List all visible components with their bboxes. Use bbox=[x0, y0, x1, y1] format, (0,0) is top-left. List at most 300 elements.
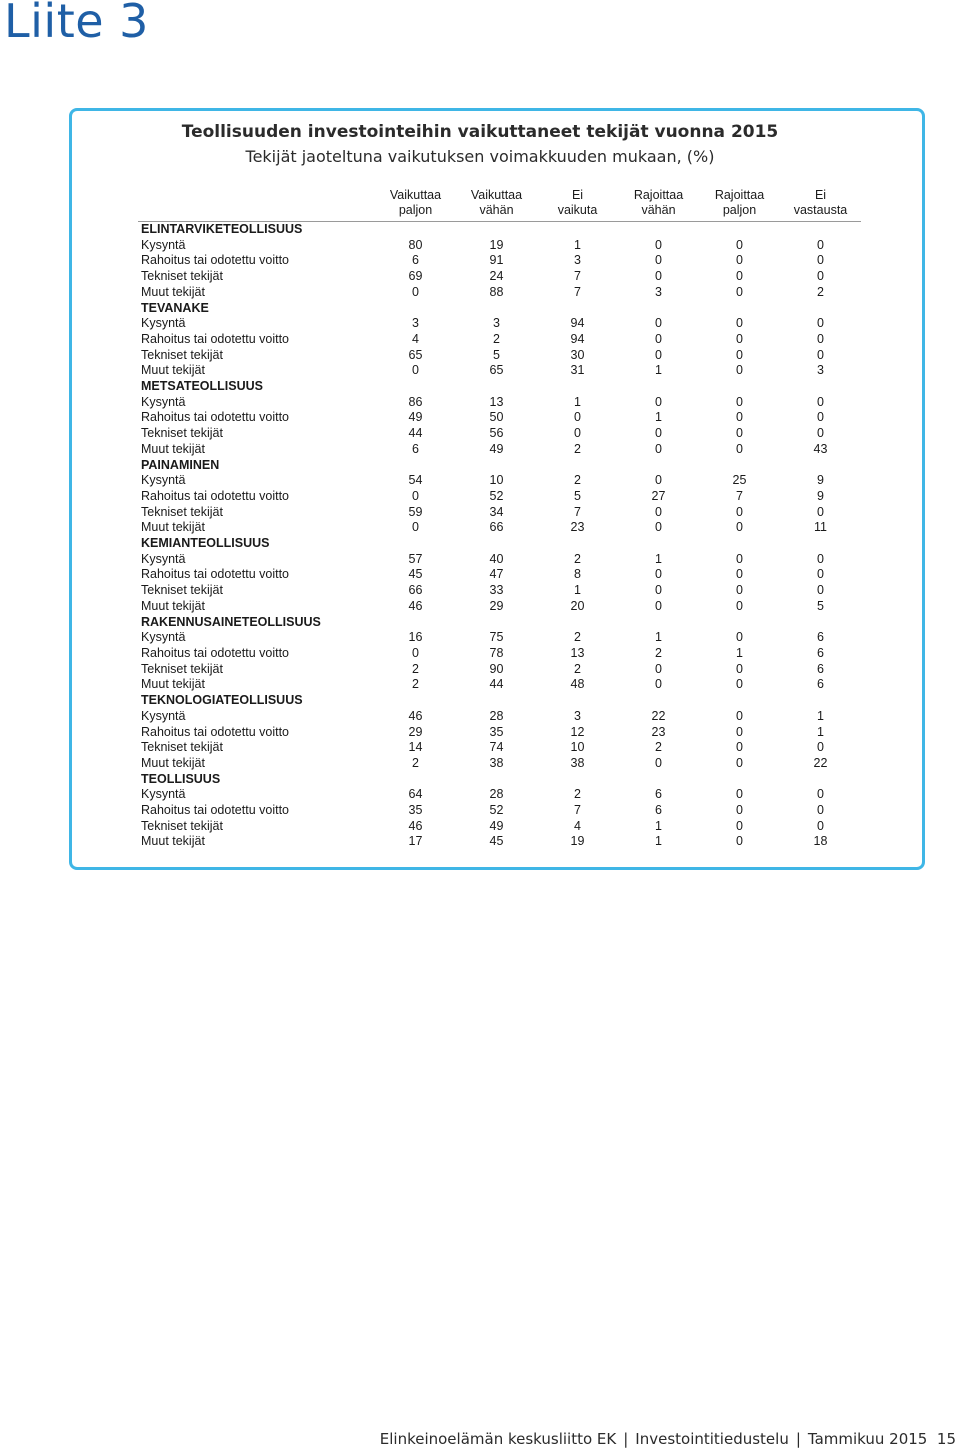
value-cell: 44 bbox=[489, 677, 504, 692]
value-cell: 0 bbox=[736, 426, 743, 441]
value-cell: 91 bbox=[489, 253, 504, 268]
value-cell: 18 bbox=[813, 834, 828, 849]
value-cell: 4 bbox=[574, 818, 581, 833]
value-cell: 2 bbox=[817, 284, 824, 299]
value-cell: 6 bbox=[655, 803, 662, 818]
page-heading: Liite 3 bbox=[4, 0, 149, 48]
table-row bbox=[138, 348, 861, 364]
value-cell: 35 bbox=[489, 724, 504, 739]
value-cell: 0 bbox=[736, 410, 743, 425]
value-cell: 78 bbox=[489, 645, 504, 660]
value-cell: 8 bbox=[574, 567, 581, 582]
value-cell: 0 bbox=[655, 598, 662, 613]
value-cell: 7 bbox=[574, 803, 581, 818]
value-cell: 1 bbox=[574, 394, 581, 409]
table-row bbox=[138, 567, 861, 583]
value-cell: 0 bbox=[817, 410, 824, 425]
table-row bbox=[138, 725, 861, 741]
value-cell: 38 bbox=[570, 755, 585, 770]
section-header-row bbox=[138, 379, 861, 395]
value-cell: 7 bbox=[574, 269, 581, 284]
value-cell: 0 bbox=[655, 677, 662, 692]
value-cell: 2 bbox=[655, 645, 662, 660]
table-row bbox=[138, 253, 861, 269]
page-footer bbox=[380, 1430, 956, 1448]
footer-date: Tammikuu 2015 bbox=[807, 1430, 928, 1448]
value-cell: 0 bbox=[655, 394, 662, 409]
header-vaikuttaa-vahan bbox=[456, 188, 537, 222]
header-vaikuttaa-paljon bbox=[375, 188, 456, 222]
value-cell: 2 bbox=[574, 473, 581, 488]
value-cell: 0 bbox=[736, 724, 743, 739]
value-cell: 20 bbox=[570, 598, 585, 613]
header-line: vähän bbox=[641, 203, 676, 217]
row-label: Muut tekijät bbox=[141, 284, 205, 299]
row-label: Tekniset tekijät bbox=[141, 740, 223, 755]
value-cell: 16 bbox=[408, 630, 423, 645]
value-cell: 0 bbox=[817, 269, 824, 284]
value-cell: 0 bbox=[736, 504, 743, 519]
header-label-column bbox=[138, 188, 375, 222]
value-cell: 0 bbox=[574, 410, 581, 425]
value-cell: 43 bbox=[813, 441, 828, 456]
value-cell: 0 bbox=[736, 818, 743, 833]
header-line: Vaikuttaa bbox=[389, 188, 442, 202]
value-cell: 13 bbox=[489, 394, 504, 409]
value-cell: 49 bbox=[489, 441, 504, 456]
value-cell: 57 bbox=[408, 551, 423, 566]
table-row bbox=[138, 285, 861, 301]
value-cell: 90 bbox=[489, 661, 504, 676]
row-label: Kysyntä bbox=[141, 630, 186, 645]
table-row bbox=[138, 505, 861, 521]
value-cell: 28 bbox=[489, 708, 504, 723]
value-cell: 0 bbox=[817, 551, 824, 566]
row-label: Kysyntä bbox=[141, 316, 186, 331]
value-cell: 6 bbox=[817, 645, 824, 660]
value-cell: 7 bbox=[736, 488, 743, 503]
header-rajoittaa-vahan bbox=[618, 188, 699, 222]
table-row bbox=[138, 583, 861, 599]
value-cell: 25 bbox=[732, 473, 747, 488]
row-label: Kysyntä bbox=[141, 237, 186, 252]
factors-table bbox=[138, 188, 861, 850]
header-line: vastausta bbox=[793, 203, 848, 217]
row-label: Muut tekijät bbox=[141, 677, 205, 692]
value-cell: 6 bbox=[817, 661, 824, 676]
value-cell: 6 bbox=[655, 787, 662, 802]
value-cell: 0 bbox=[817, 740, 824, 755]
table-row bbox=[138, 426, 861, 442]
header-ei-vastausta bbox=[780, 188, 861, 222]
value-cell: 0 bbox=[412, 520, 419, 535]
value-cell: 2 bbox=[574, 787, 581, 802]
value-cell: 9 bbox=[817, 488, 824, 503]
value-cell: 38 bbox=[489, 755, 504, 770]
value-cell: 0 bbox=[817, 567, 824, 582]
table-row bbox=[138, 473, 861, 489]
value-cell: 0 bbox=[736, 755, 743, 770]
row-label: Muut tekijät bbox=[141, 598, 205, 613]
value-cell: 46 bbox=[408, 818, 423, 833]
row-label: Rahoitus tai odotettu voitto bbox=[141, 724, 290, 739]
table-row bbox=[138, 740, 861, 756]
value-cell: 24 bbox=[489, 269, 504, 284]
value-cell: 1 bbox=[817, 724, 824, 739]
value-cell: 69 bbox=[408, 269, 423, 284]
value-cell: 3 bbox=[655, 284, 662, 299]
value-cell: 0 bbox=[736, 567, 743, 582]
value-cell: 0 bbox=[736, 363, 743, 378]
value-cell: 22 bbox=[813, 755, 828, 770]
value-cell: 0 bbox=[817, 316, 824, 331]
value-cell: 1 bbox=[574, 237, 581, 252]
value-cell: 54 bbox=[408, 473, 423, 488]
value-cell: 2 bbox=[574, 630, 581, 645]
value-cell: 31 bbox=[570, 363, 585, 378]
footer-separator: | bbox=[795, 1430, 801, 1448]
value-cell: 0 bbox=[736, 316, 743, 331]
header-rajoittaa-paljon bbox=[699, 188, 780, 222]
value-cell: 3 bbox=[574, 708, 581, 723]
value-cell: 0 bbox=[736, 269, 743, 284]
value-cell: 0 bbox=[817, 504, 824, 519]
value-cell: 0 bbox=[736, 347, 743, 362]
header-line: Vaikuttaa bbox=[470, 188, 523, 202]
table-row bbox=[138, 787, 861, 803]
table-row bbox=[138, 646, 861, 662]
row-label: Tekniset tekijät bbox=[141, 583, 223, 598]
value-cell: 0 bbox=[817, 394, 824, 409]
table-row bbox=[138, 442, 861, 458]
value-cell: 27 bbox=[651, 488, 666, 503]
value-cell: 0 bbox=[655, 504, 662, 519]
value-cell: 0 bbox=[817, 803, 824, 818]
row-label: Muut tekijät bbox=[141, 834, 205, 849]
table-row bbox=[138, 677, 861, 693]
row-label: Rahoitus tai odotettu voitto bbox=[141, 803, 290, 818]
section-name: TEOLLISUUS bbox=[141, 771, 221, 786]
value-cell: 0 bbox=[412, 645, 419, 660]
value-cell: 2 bbox=[574, 661, 581, 676]
table-row bbox=[138, 819, 861, 835]
value-cell: 2 bbox=[655, 740, 662, 755]
value-cell: 0 bbox=[736, 787, 743, 802]
value-cell: 0 bbox=[655, 755, 662, 770]
value-cell: 75 bbox=[489, 630, 504, 645]
value-cell: 1 bbox=[574, 583, 581, 598]
row-label: Muut tekijät bbox=[141, 363, 205, 378]
value-cell: 0 bbox=[817, 426, 824, 441]
value-cell: 40 bbox=[489, 551, 504, 566]
value-cell: 0 bbox=[655, 331, 662, 346]
section-header-row bbox=[138, 458, 861, 474]
value-cell: 1 bbox=[655, 834, 662, 849]
section-header-row bbox=[138, 536, 861, 552]
row-label: Rahoitus tai odotettu voitto bbox=[141, 410, 290, 425]
table-row bbox=[138, 803, 861, 819]
value-cell: 6 bbox=[412, 253, 419, 268]
section-name: TEKNOLOGIATEOLLISUUS bbox=[141, 693, 303, 708]
value-cell: 35 bbox=[408, 803, 423, 818]
value-cell: 0 bbox=[736, 583, 743, 598]
value-cell: 0 bbox=[655, 583, 662, 598]
value-cell: 0 bbox=[736, 551, 743, 566]
value-cell: 0 bbox=[736, 331, 743, 346]
value-cell: 0 bbox=[817, 237, 824, 252]
table-header-row bbox=[138, 188, 861, 222]
row-label: Tekniset tekijät bbox=[141, 818, 223, 833]
table-row bbox=[138, 363, 861, 379]
header-line: vaikuta bbox=[557, 203, 598, 217]
value-cell: 0 bbox=[817, 347, 824, 362]
value-cell: 94 bbox=[570, 331, 585, 346]
section-name: PAINAMINEN bbox=[141, 457, 220, 472]
footer-page-number: 15 bbox=[936, 1430, 956, 1448]
row-label: Tekniset tekijät bbox=[141, 269, 223, 284]
value-cell: 0 bbox=[736, 284, 743, 299]
value-cell: 2 bbox=[574, 551, 581, 566]
value-cell: 0 bbox=[736, 803, 743, 818]
row-label: Muut tekijät bbox=[141, 520, 205, 535]
value-cell: 1 bbox=[655, 818, 662, 833]
value-cell: 80 bbox=[408, 237, 423, 252]
value-cell: 0 bbox=[817, 331, 824, 346]
value-cell: 64 bbox=[408, 787, 423, 802]
value-cell: 0 bbox=[655, 661, 662, 676]
value-cell: 1 bbox=[655, 551, 662, 566]
table-row bbox=[138, 834, 861, 850]
section-header-row bbox=[138, 693, 861, 709]
value-cell: 0 bbox=[655, 253, 662, 268]
row-label: Tekniset tekijät bbox=[141, 347, 223, 362]
section-header-row bbox=[138, 301, 861, 317]
value-cell: 0 bbox=[655, 347, 662, 362]
value-cell: 29 bbox=[408, 724, 423, 739]
value-cell: 5 bbox=[493, 347, 500, 362]
table-row bbox=[138, 599, 861, 615]
value-cell: 0 bbox=[736, 834, 743, 849]
value-cell: 9 bbox=[817, 473, 824, 488]
value-cell: 0 bbox=[412, 363, 419, 378]
section-header-row bbox=[138, 772, 861, 788]
value-cell: 0 bbox=[817, 818, 824, 833]
value-cell: 59 bbox=[408, 504, 423, 519]
value-cell: 0 bbox=[736, 661, 743, 676]
value-cell: 23 bbox=[570, 520, 585, 535]
value-cell: 1 bbox=[736, 645, 743, 660]
value-cell: 33 bbox=[489, 583, 504, 598]
value-cell: 2 bbox=[412, 755, 419, 770]
value-cell: 0 bbox=[736, 441, 743, 456]
row-label: Rahoitus tai odotettu voitto bbox=[141, 253, 290, 268]
table-row bbox=[138, 552, 861, 568]
value-cell: 0 bbox=[817, 787, 824, 802]
value-cell: 3 bbox=[412, 316, 419, 331]
row-label: Kysyntä bbox=[141, 473, 186, 488]
value-cell: 65 bbox=[408, 347, 423, 362]
value-cell: 2 bbox=[412, 661, 419, 676]
value-cell: 50 bbox=[489, 410, 504, 425]
value-cell: 0 bbox=[817, 253, 824, 268]
value-cell: 3 bbox=[493, 316, 500, 331]
row-label: Kysyntä bbox=[141, 787, 186, 802]
header-line: vähän bbox=[479, 203, 514, 217]
header-line: Rajoittaa bbox=[714, 188, 765, 202]
value-cell: 48 bbox=[570, 677, 585, 692]
row-label: Rahoitus tai odotettu voitto bbox=[141, 488, 290, 503]
row-label: Rahoitus tai odotettu voitto bbox=[141, 645, 290, 660]
row-label: Tekniset tekijät bbox=[141, 426, 223, 441]
value-cell: 17 bbox=[408, 834, 423, 849]
value-cell: 0 bbox=[736, 708, 743, 723]
value-cell: 5 bbox=[817, 598, 824, 613]
value-cell: 19 bbox=[489, 237, 504, 252]
value-cell: 0 bbox=[655, 441, 662, 456]
row-label: Tekniset tekijät bbox=[141, 661, 223, 676]
value-cell: 0 bbox=[736, 394, 743, 409]
value-cell: 45 bbox=[489, 834, 504, 849]
header-line: Ei bbox=[814, 188, 827, 202]
value-cell: 28 bbox=[489, 787, 504, 802]
value-cell: 65 bbox=[489, 363, 504, 378]
table-row bbox=[138, 520, 861, 536]
value-cell: 49 bbox=[489, 818, 504, 833]
section-name: ELINTARVIKETEOLLISUUS bbox=[141, 222, 303, 236]
value-cell: 0 bbox=[736, 237, 743, 252]
value-cell: 0 bbox=[736, 740, 743, 755]
row-label: Rahoitus tai odotettu voitto bbox=[141, 567, 290, 582]
value-cell: 1 bbox=[817, 708, 824, 723]
row-label: Rahoitus tai odotettu voitto bbox=[141, 331, 290, 346]
table-row bbox=[138, 238, 861, 254]
section-name: RAKENNUSAINETEOLLISUUS bbox=[141, 614, 321, 629]
value-cell: 66 bbox=[489, 520, 504, 535]
value-cell: 94 bbox=[570, 316, 585, 331]
value-cell: 30 bbox=[570, 347, 585, 362]
table-body bbox=[138, 222, 861, 851]
value-cell: 46 bbox=[408, 598, 423, 613]
value-cell: 56 bbox=[489, 426, 504, 441]
table-title: Teollisuuden investointeihin vaikuttaneet tekijät vuonna 2015 bbox=[181, 122, 779, 142]
value-cell: 0 bbox=[655, 269, 662, 284]
value-cell: 19 bbox=[570, 834, 585, 849]
table-row bbox=[138, 395, 861, 411]
value-cell: 49 bbox=[408, 410, 423, 425]
table-row bbox=[138, 410, 861, 426]
row-label: Kysyntä bbox=[141, 708, 186, 723]
row-label: Kysyntä bbox=[141, 394, 186, 409]
value-cell: 66 bbox=[408, 583, 423, 598]
header-line: paljon bbox=[722, 203, 757, 217]
table-row bbox=[138, 332, 861, 348]
value-cell: 0 bbox=[655, 567, 662, 582]
value-cell: 52 bbox=[489, 803, 504, 818]
value-cell: 1 bbox=[655, 630, 662, 645]
footer-report: Investointitiedustelu bbox=[635, 1430, 789, 1448]
value-cell: 6 bbox=[412, 441, 419, 456]
table-row bbox=[138, 709, 861, 725]
value-cell: 3 bbox=[574, 253, 581, 268]
value-cell: 0 bbox=[655, 316, 662, 331]
value-cell: 45 bbox=[408, 567, 423, 582]
value-cell: 74 bbox=[489, 740, 504, 755]
value-cell: 12 bbox=[570, 724, 585, 739]
section-header-row bbox=[138, 222, 861, 238]
table-row bbox=[138, 756, 861, 772]
value-cell: 6 bbox=[817, 630, 824, 645]
value-cell: 7 bbox=[574, 504, 581, 519]
table-subtitle: Tekijät jaoteltuna vaikutuksen voimakkuuden mukaan, (%) bbox=[245, 147, 715, 166]
value-cell: 22 bbox=[651, 708, 666, 723]
value-cell: 23 bbox=[651, 724, 666, 739]
value-cell: 0 bbox=[736, 253, 743, 268]
value-cell: 4 bbox=[412, 331, 419, 346]
value-cell: 2 bbox=[574, 441, 581, 456]
value-cell: 2 bbox=[493, 331, 500, 346]
value-cell: 1 bbox=[655, 410, 662, 425]
value-cell: 44 bbox=[408, 426, 423, 441]
value-cell: 5 bbox=[574, 488, 581, 503]
value-cell: 7 bbox=[574, 284, 581, 299]
value-cell: 10 bbox=[489, 473, 504, 488]
value-cell: 86 bbox=[408, 394, 423, 409]
value-cell: 0 bbox=[736, 677, 743, 692]
value-cell: 88 bbox=[489, 284, 504, 299]
value-cell: 0 bbox=[817, 583, 824, 598]
value-cell: 29 bbox=[489, 598, 504, 613]
value-cell: 0 bbox=[412, 488, 419, 503]
section-header-row bbox=[138, 615, 861, 631]
row-label: Muut tekijät bbox=[141, 755, 205, 770]
value-cell: 0 bbox=[736, 520, 743, 535]
value-cell: 13 bbox=[570, 645, 585, 660]
table-row bbox=[138, 630, 861, 646]
value-cell: 0 bbox=[574, 426, 581, 441]
value-cell: 0 bbox=[655, 426, 662, 441]
header-line: Rajoittaa bbox=[633, 188, 684, 202]
value-cell: 0 bbox=[736, 630, 743, 645]
value-cell: 0 bbox=[412, 284, 419, 299]
value-cell: 46 bbox=[408, 708, 423, 723]
header-ei-vaikuta bbox=[537, 188, 618, 222]
header-line: Ei bbox=[571, 188, 584, 202]
value-cell: 6 bbox=[817, 677, 824, 692]
value-cell: 1 bbox=[655, 363, 662, 378]
section-name: KEMIANTEOLLISUUS bbox=[141, 536, 270, 551]
value-cell: 14 bbox=[408, 740, 423, 755]
table-row bbox=[138, 316, 861, 332]
value-cell: 0 bbox=[655, 520, 662, 535]
section-name: TEVANAKE bbox=[141, 300, 209, 315]
table-row bbox=[138, 269, 861, 285]
value-cell: 2 bbox=[412, 677, 419, 692]
section-name: METSATEOLLISUUS bbox=[141, 379, 263, 394]
value-cell: 52 bbox=[489, 488, 504, 503]
row-label: Muut tekijät bbox=[141, 441, 205, 456]
value-cell: 34 bbox=[489, 504, 504, 519]
value-cell: 47 bbox=[489, 567, 504, 582]
table-row bbox=[138, 662, 861, 678]
value-cell: 11 bbox=[814, 520, 827, 535]
footer-org: Elinkeinoelämän keskusliitto EK bbox=[379, 1430, 617, 1448]
table-row bbox=[138, 489, 861, 505]
value-cell: 10 bbox=[570, 740, 585, 755]
footer-separator: | bbox=[623, 1430, 629, 1448]
value-cell: 0 bbox=[655, 473, 662, 488]
row-label: Tekniset tekijät bbox=[141, 504, 223, 519]
row-label: Kysyntä bbox=[141, 551, 186, 566]
